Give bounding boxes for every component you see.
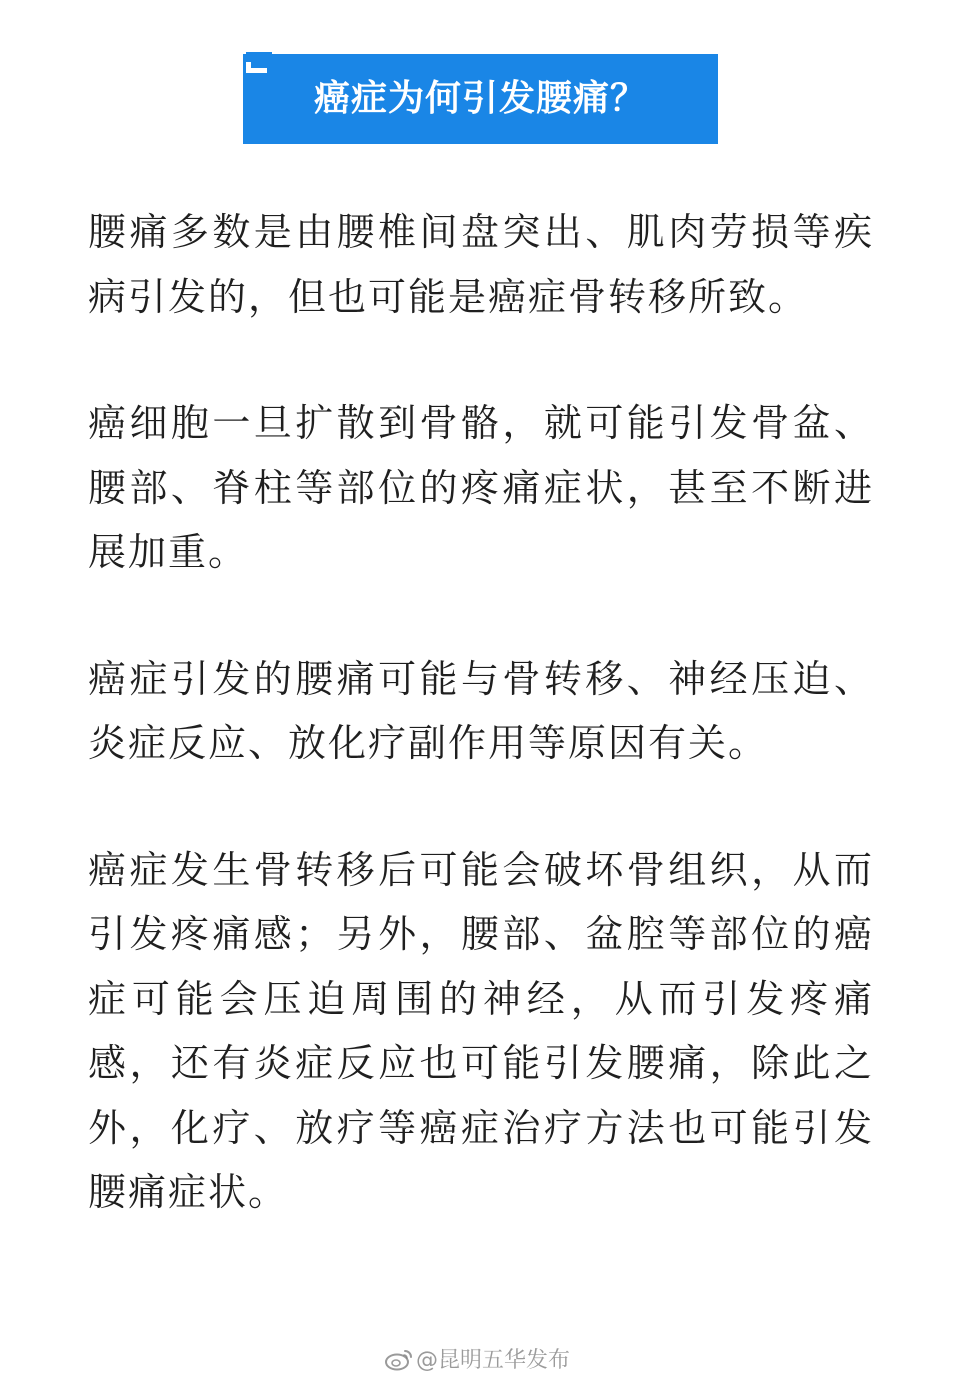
page-title: 癌症为何引发腰痛？ <box>313 78 647 119</box>
title-banner <box>243 54 718 144</box>
watermark-text: @昆明五华发布 <box>416 1348 571 1373</box>
paragraph-3: 癌症引发的腰痛可能与骨转移、神经压迫、炎症反应、放化疗副作用等原因有关。 <box>88 656 874 765</box>
paragraph-4: 癌症发生骨转移后可能会破坏骨组织，从而引发疼痛感；另外，腰部、盆腔等部位的癌症可能会压迫周围的神经，从而引发疼痛感，还有炎症反应也可能引发腰痛，除此之外，化疗、放疗等癌症治疗方法也可能引发腰痛症状。 <box>88 847 874 1214</box>
watermark <box>384 1343 570 1374</box>
weibo-icon <box>384 1347 414 1371</box>
paragraph-1: 腰痛多数是由腰椎间盘突出、肌肉劳损等疾病引发的，但也可能是癌症骨转移所致。 <box>88 210 874 319</box>
article-body <box>88 200 874 1225</box>
corner-bracket-decoration <box>246 57 267 73</box>
paragraph-2: 癌细胞一旦扩散到骨骼，就可能引发骨盆、腰部、脊柱等部位的疼痛症状，甚至不断进展加重。 <box>88 401 874 574</box>
